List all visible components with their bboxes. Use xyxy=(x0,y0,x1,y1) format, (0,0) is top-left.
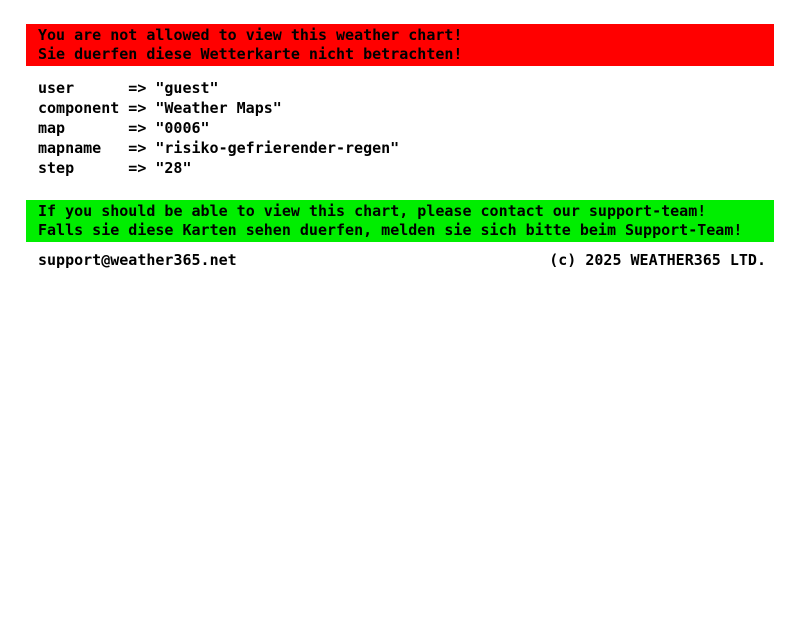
support-email-link[interactable]: support@weather365.net xyxy=(38,251,237,269)
detail-key: mapname xyxy=(38,139,102,157)
detail-row-component xyxy=(38,98,774,118)
copyright-notice: (c) 2025 WEATHER365 LTD. xyxy=(549,251,766,269)
detail-row-map xyxy=(38,118,774,138)
detail-value: "guest" xyxy=(155,79,219,97)
detail-row-user xyxy=(38,78,774,98)
footer xyxy=(26,250,774,270)
support-banner xyxy=(26,200,774,242)
arrow-glyph: => xyxy=(128,99,147,117)
error-line-german: Sie duerfen diese Wetterkarte nicht betrachten! xyxy=(38,45,463,63)
arrow-glyph: => xyxy=(128,139,147,157)
detail-key: component xyxy=(38,99,120,117)
arrow-glyph: => xyxy=(128,79,147,97)
arrow-glyph: => xyxy=(128,119,147,137)
detail-row-step xyxy=(38,158,774,178)
error-line-english: You are not allowed to view this weather chart! xyxy=(38,26,463,44)
detail-value: "risiko-gefrierender-regen" xyxy=(155,139,400,157)
access-denied-page xyxy=(26,24,774,270)
error-banner xyxy=(26,24,774,66)
arrow-glyph: => xyxy=(128,159,147,177)
detail-value: "Weather Maps" xyxy=(155,99,282,117)
support-line-german: Falls sie diese Karten sehen duerfen, melden sie sich bitte beim Support-Team! xyxy=(38,221,743,239)
detail-key: map xyxy=(38,119,66,137)
detail-value: "28" xyxy=(155,159,192,177)
detail-value: "0006" xyxy=(155,119,210,137)
request-details xyxy=(38,78,774,178)
detail-key: user xyxy=(38,79,75,97)
detail-row-mapname xyxy=(38,138,774,158)
detail-key: step xyxy=(38,159,75,177)
support-line-english: If you should be able to view this chart, please contact our support-team! xyxy=(38,202,707,220)
